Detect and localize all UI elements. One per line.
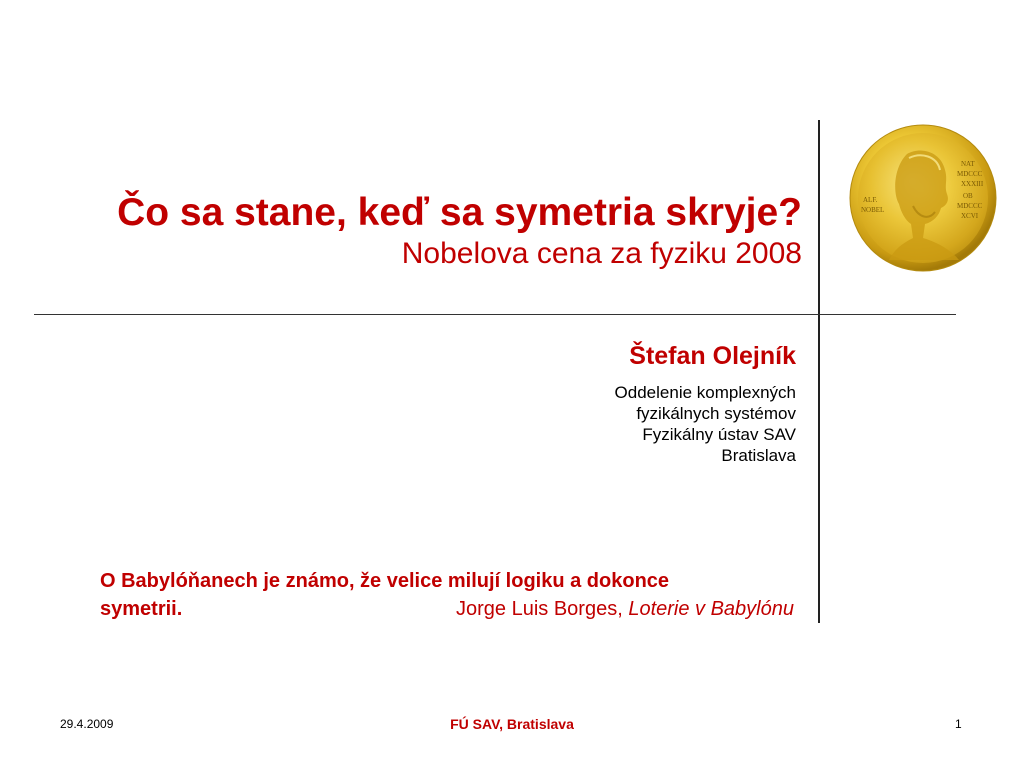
horizontal-divider bbox=[34, 314, 956, 315]
quote-block bbox=[100, 568, 794, 622]
author-block bbox=[615, 340, 796, 466]
svg-text:NOBEL: NOBEL bbox=[861, 206, 885, 214]
author-name: Štefan Olejník bbox=[629, 342, 796, 370]
slide-title: Čo sa stane, keď sa symetria skryje? bbox=[117, 191, 802, 234]
svg-text:MDCCC: MDCCC bbox=[957, 202, 983, 210]
footer-date: 29.4.2009 bbox=[60, 717, 114, 731]
attribution-work: Loterie v Babylónu bbox=[628, 598, 794, 620]
attribution-author: Jorge Luis Borges, bbox=[456, 598, 629, 620]
svg-text:XCVI: XCVI bbox=[961, 212, 979, 220]
slide-subtitle: Nobelova cena za fyziku 2008 bbox=[401, 237, 802, 270]
svg-text:NAT: NAT bbox=[961, 160, 975, 168]
svg-text:XXXIII: XXXIII bbox=[961, 180, 984, 188]
affiliation-line: Bratislava bbox=[721, 446, 796, 465]
quote-line-1: O Babylóňanech je známo, že velice milují logiku a dokonce bbox=[100, 570, 670, 592]
nobel-medal-image bbox=[849, 124, 997, 272]
quote-line-2: symetrii. bbox=[100, 598, 183, 620]
footer-page-number: 1 bbox=[955, 717, 962, 731]
affiliation-line: fyzikálnych systémov bbox=[636, 404, 796, 423]
svg-text:ALF.: ALF. bbox=[863, 196, 878, 204]
svg-text:OB: OB bbox=[963, 192, 973, 200]
svg-text:MDCCC: MDCCC bbox=[957, 170, 983, 178]
affiliation-line: Oddelenie komplexných bbox=[614, 383, 796, 402]
quote-attribution bbox=[456, 596, 794, 622]
vertical-divider bbox=[818, 120, 820, 623]
footer-institution: FÚ SAV, Bratislava bbox=[450, 716, 574, 732]
affiliation-line: Fyzikálny ústav SAV bbox=[642, 425, 796, 444]
title-block bbox=[117, 190, 802, 272]
